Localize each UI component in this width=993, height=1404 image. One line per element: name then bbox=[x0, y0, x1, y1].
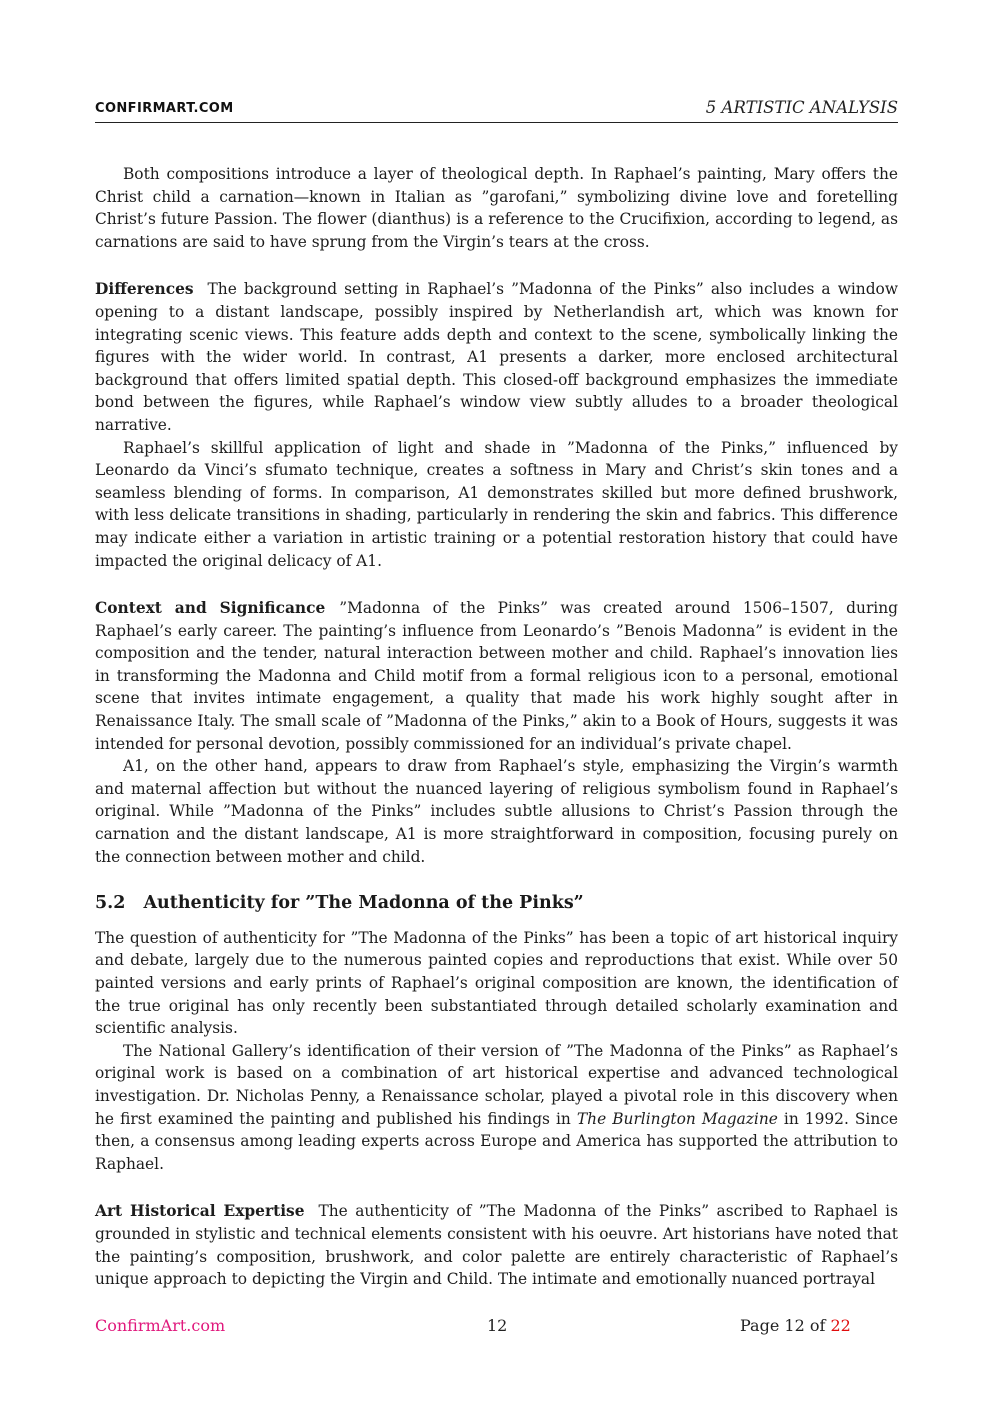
paragraph-context bbox=[95, 597, 898, 755]
section-heading: 5 ARTISTIC ANALYSIS bbox=[705, 98, 898, 117]
running-header bbox=[95, 98, 898, 123]
paragraph-theological-depth: Both compositions introduce a layer of theological depth. In Raphael’s painting, Mary offers the Christ child a carnation—known in Italian as ”garofani,” symbolizing divine love and foretelling Christ’s future Passion. The flower (dianthus) is a reference to the Crucifixion, according to legend, as carnations are said to have sprung from the Virgin’s tears at the cross. bbox=[95, 165, 898, 251]
page-label: Page 12 of bbox=[740, 1316, 831, 1335]
journal-title: The Burlington Magazine bbox=[576, 1109, 778, 1128]
paragraph-national-gallery bbox=[95, 1040, 898, 1176]
paragraph-text: The National Gallery’s identification of their version of ”The Madonna of the Pinks” as Raphael’s original work is based on a combination of art historical expertise and advanced technological investigation. Dr. Nicholas Penny, a Renaissance scholar, played a pivotal role in this discovery when he first examined the painting and published his findings in bbox=[95, 1041, 898, 1128]
page-footer bbox=[95, 1316, 898, 1340]
paragraph-heading-art-historical: Art Historical Expertise bbox=[95, 1202, 305, 1221]
paragraph-light-shade: Raphael’s skillful application of light and shade in ”Madonna of the Pinks,” influenced by Leonardo da Vinci’s sfumato technique, creates a softness in Mary and Christ’s skin tones and a seamless blending of forms. In comparison, A1 demonstrates skilled but more defined brushwork, with less delicate transitions in shading, particularly in rendering the skin and fabrics. This difference may indicate either a variation in artistic training or a potential restoration history that could have impacted the original delicacy of A1. bbox=[95, 438, 898, 570]
paragraph-art-historical bbox=[95, 1200, 898, 1290]
paragraph-text: The background setting in Raphael’s ”Madonna of the Pinks” also includes a window opening to a distant landscape, possibly inspired by Netherlandish art, which was known for integrating scenic views. This feature adds depth and context to the scene, symbolically linking the figures with the wider world. In contrast, A1 presents a darker, more enclosed architectural background that offers limited spatial depth. This closed-off background emphasizes the immediate bond between the figures, while Raphael’s window view subtly alludes to a broader theological narrative. bbox=[95, 280, 898, 434]
subsection-number: 5.2 bbox=[95, 893, 126, 914]
subsection-heading bbox=[95, 892, 898, 915]
paragraph-differences bbox=[95, 278, 898, 436]
subsection-title: Authenticity for ”The Madonna of the Pinks” bbox=[143, 893, 584, 914]
paragraph-authenticity-question: The question of authenticity for ”The Madonna of the Pinks” has been a topic of art historical inquiry and debate, largely due to the numerous painted copies and reproductions that exist. While over 50 painted versions and early prints of Raphael’s original composition are known, the identification of the true original has only recently been substantiated through detailed scholarly examination and scientific analysis. bbox=[95, 928, 898, 1038]
page-total-link[interactable]: 22 bbox=[830, 1316, 851, 1335]
site-logo: CONFIRMART.COM bbox=[95, 101, 234, 116]
footer-page-count bbox=[740, 1316, 851, 1335]
footer-site-link[interactable]: ConfirmArt.com bbox=[95, 1316, 226, 1335]
paragraph-heading-context: Context and Significance bbox=[95, 599, 326, 618]
paragraph-text: in 1992. Since then, a consensus among leading experts across Europe and America has supported the attribution to Raphael. bbox=[95, 1109, 898, 1173]
paragraph-text: The authenticity of ”The Madonna of the Pinks” ascribed to Raphael is grounded in stylistic and technical elements consistent with his oeuvre. Art historians have noted that the painting’s composition, brushwork, and color palette are entirely characteristic of Raphael’s unique approach to depicting the Virgin and Child. The intimate and emotionally nuanced portrayal bbox=[95, 1202, 898, 1289]
body-text bbox=[95, 163, 898, 1291]
paragraph-a1-comparison: A1, on the other hand, appears to draw from Raphael’s style, emphasizing the Virgin’s warmth and maternal affection but without the nuanced layering of religious symbolism found in Raphael’s original. While ”Madonna of the Pinks” includes subtle allusions to Christ’s Passion through the carnation and the distant landscape, A1 is more straightforward in composition, focusing purely on the connection between mother and child. bbox=[95, 757, 898, 866]
paragraph-heading-differences: Differences bbox=[95, 280, 194, 299]
paragraph-text: ”Madonna of the Pinks” was created around 1506–1507, during Raphael’s early career. The painting’s influence from Leonardo’s ”Benois Madonna” is evident in the composition and the tender, natural interaction between mother and child. Raphael’s innovation lies in transforming the Madonna and Child motif from a formal religious icon to a personal, emotional scene that invites intimate engagement, a quality that made his work highly sought after in Renaissance Italy. The small scale of ”Madonna of the Pinks,” akin to a Book of Hours, suggests it was intended for personal devotion, possibly commissioned for an individual’s private chapel. bbox=[95, 599, 898, 753]
footer-page-number: 12 bbox=[487, 1316, 508, 1335]
